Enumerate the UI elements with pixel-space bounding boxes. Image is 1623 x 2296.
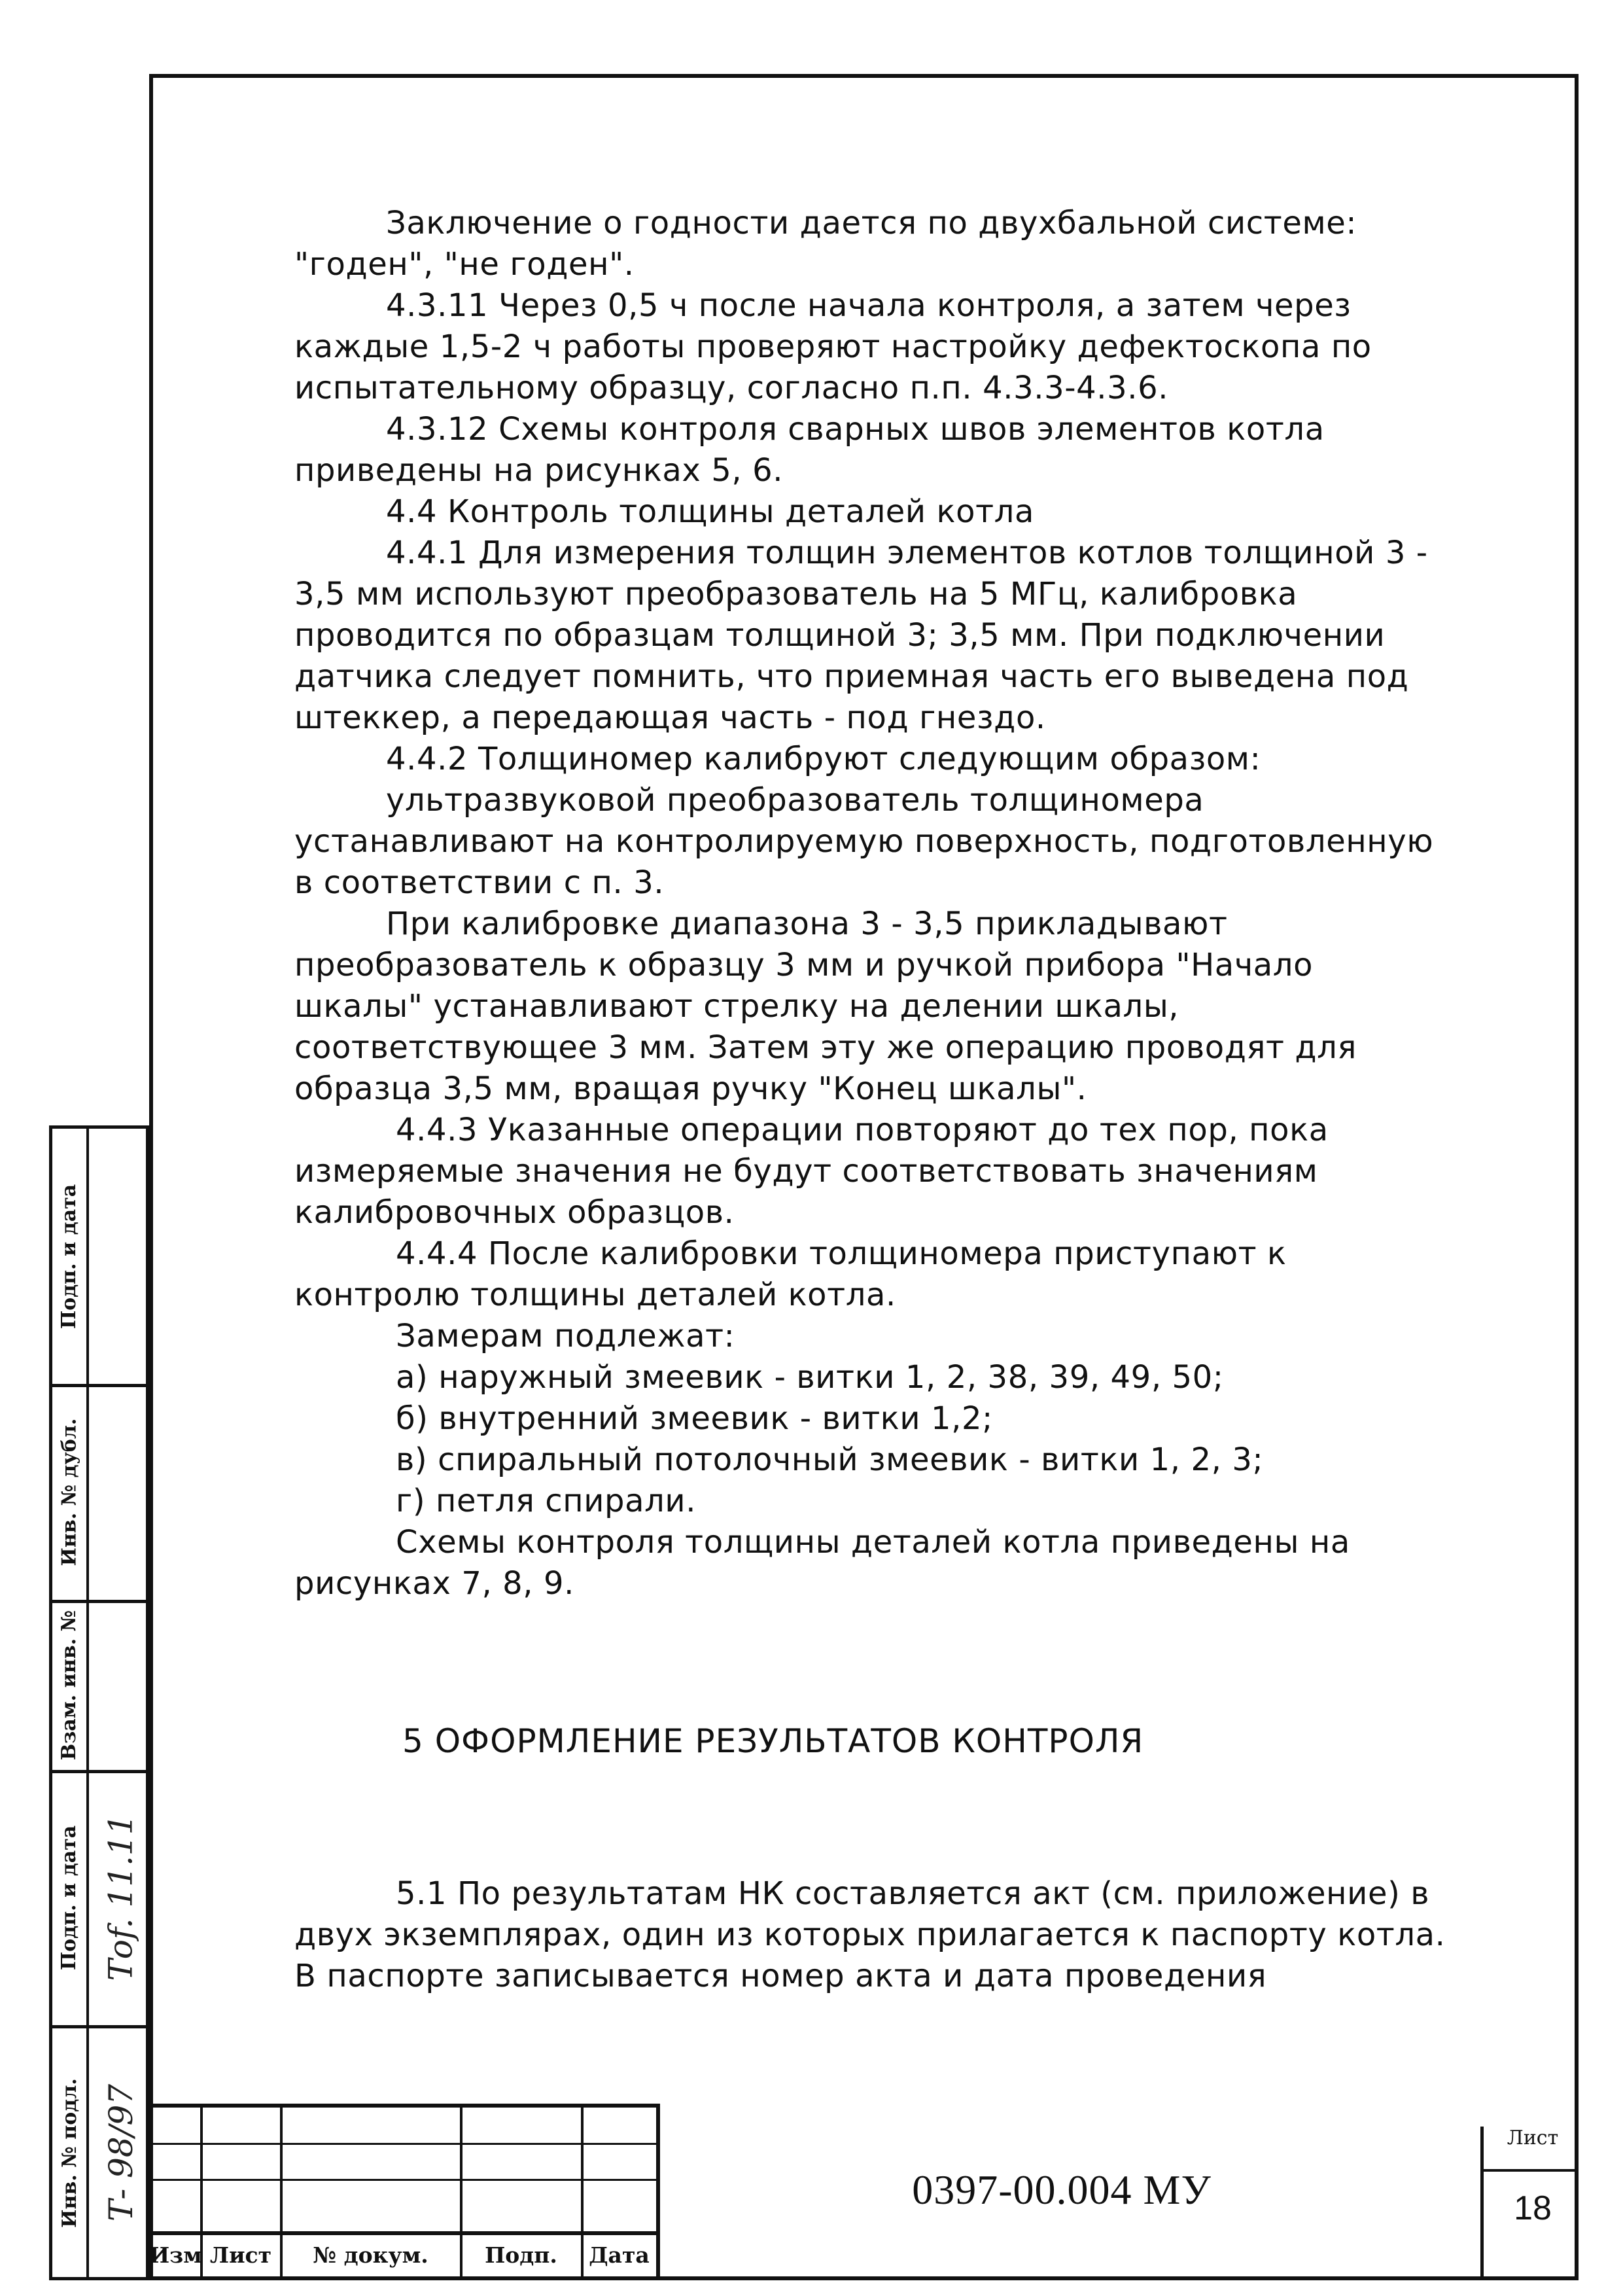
section-heading: 5 ОФОРМЛЕНИЕ РЕЗУЛЬТАТОВ КОНТРОЛЯ bbox=[402, 1722, 1144, 1760]
list-item: в) спиральный потолочный змеевик - витки 1, 2, 3; bbox=[396, 1441, 1264, 1478]
handwritten-date bbox=[92, 1770, 150, 2025]
sheet-label: Лист bbox=[1507, 2127, 1559, 2149]
handwritten-text: Т- 98/97 bbox=[102, 2083, 141, 2222]
paragraph: 4.4.3 Указанные операции повторяют до тех пор, пока измеряемые значения не будут соответствовать значениям калибровочных образцов. bbox=[294, 1112, 1329, 1231]
paragraph: 5.1 По результатам НК составляется акт (см. приложение) в двух экземплярах, один из которых прилагается к паспорту котла. В паспорте записывается номер акта и дата проведения bbox=[294, 1875, 1446, 1994]
side-stamp bbox=[49, 1125, 149, 2280]
paragraph: Схемы контроля толщины деталей котла приведены на рисунках 7, 8, 9. bbox=[294, 1524, 1350, 1602]
title-block bbox=[149, 2104, 1579, 2280]
paragraph: При калибровке диапазона 3 - 3,5 прикладывают преобразователь к образцу 3 мм и ручкой прибора "Начало шкалы" устанавливают стрелку на делении шкалы, соответствующее 3 мм. Затем эту же операцию проводят для образца 3,5 мм, вращая ручку "Конец шкалы". bbox=[294, 906, 1357, 1107]
stamp-label: Инв. № подл. bbox=[58, 2077, 81, 2228]
paragraph: 4.3.11 Через 0,5 ч после начала контроля, а затем через каждые 1,5-2 ч работы проверяют настройку дефектоскопа по испытательному образцу, согласно п.п. 4.3.3-4.3.6. bbox=[294, 287, 1372, 406]
document-code: 0397-00.004 МУ bbox=[912, 2166, 1212, 2213]
tb-line bbox=[1480, 2127, 1484, 2280]
stamp-label: Взам. инв. № bbox=[58, 1610, 81, 1760]
list-item: а) наружный змеевик - витки 1, 2, 38, 39, 49, 50; bbox=[396, 1359, 1224, 1396]
stamp-label: Подп. и дата bbox=[58, 1825, 81, 1970]
tb-col-sheet: Лист bbox=[209, 2242, 272, 2268]
tb-line bbox=[1480, 2169, 1579, 2172]
stamp-divider bbox=[86, 1129, 89, 2277]
list-item: г) петля спирали. bbox=[396, 1483, 697, 1519]
handwritten-text: Тоf. 11.11 bbox=[102, 1814, 141, 1981]
paragraph: 4.3.12 Схемы контроля сварных швов элементов котла приведены на рисунках 5, 6. bbox=[294, 411, 1325, 489]
paragraph: Замерам подлежат: bbox=[396, 1318, 735, 1354]
stamp-cell bbox=[52, 1600, 86, 1770]
handwritten-inventory bbox=[92, 2025, 150, 2280]
stamp-cell bbox=[52, 1770, 86, 2025]
paragraph: 4.4.1 Для измерения толщин элементов котлов толщиной 3 - 3,5 мм используют преобразователь на 5 МГц, калибровка проводится по образцам толщиной 3; 3,5 мм. При подключении датчика следует помнить, что приемная часть его выведена под штеккер, а передающая часть - под гнездо. bbox=[294, 535, 1428, 736]
paragraph: 4.4.4 После калибровки толщиномера приступают к контролю толщины деталей котла. bbox=[294, 1235, 1287, 1313]
stamp-cell bbox=[52, 2025, 86, 2280]
document-body bbox=[294, 203, 1446, 1997]
stamp-cell bbox=[52, 1384, 86, 1600]
paragraph: 4.4 Контроль толщины деталей котла bbox=[386, 493, 1034, 530]
tb-col-date: Дата bbox=[589, 2242, 650, 2268]
tb-col-rev: Изм bbox=[149, 2242, 202, 2268]
stamp-cell bbox=[52, 1129, 86, 1384]
sheet-number: 18 bbox=[1514, 2189, 1552, 2227]
stamp-label: Инв. № дубл. bbox=[58, 1418, 81, 1566]
paragraph: Заключение о годности дается по двухбальной системе: "годен", "не годен". bbox=[294, 205, 1357, 283]
paragraph: 4.4.2 Толщиномер калибруют следующим образом: bbox=[386, 741, 1261, 777]
tb-col-sign: Подп. bbox=[485, 2242, 557, 2268]
tb-col-docnum: № докум. bbox=[313, 2242, 428, 2268]
paragraph: ультразвуковой преобразователь толщиномера устанавливают на контролируемую поверхность, подготовленную в соответствии с п. 3. bbox=[294, 782, 1434, 901]
list-item: б) внутренний змеевик - витки 1,2; bbox=[396, 1400, 993, 1437]
stamp-label: Подп. и дата bbox=[58, 1184, 81, 1329]
